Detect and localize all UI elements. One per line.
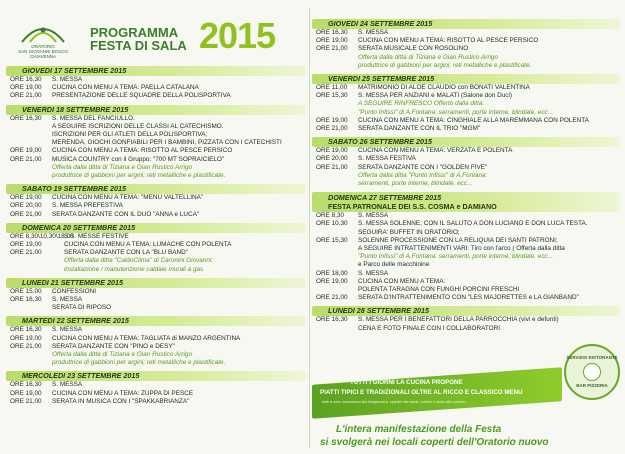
day-title: GIOVEDI 24 SETTEMBRE 2015 — [328, 19, 433, 28]
event-time: ORE 16,30 — [316, 29, 348, 36]
schedule-row — [6, 115, 306, 123]
event-description: e Parco delle macchinine — [358, 261, 430, 269]
schedule-row — [6, 211, 306, 219]
column-divider — [309, 8, 310, 448]
schedule-row — [6, 84, 306, 92]
program-title-line2: FESTA DI SALA — [90, 38, 187, 53]
schedule-row — [312, 29, 620, 37]
schedule-row — [6, 147, 306, 155]
event-time: ORE 11,00 — [316, 84, 348, 92]
event-description: SERATA DI RIPOSO — [52, 304, 112, 312]
event-description: S. MESSA PREFESTIVA — [52, 202, 123, 210]
sponsor-note — [6, 359, 306, 367]
schedule-row — [312, 45, 620, 53]
event-description: CONFESSIONI — [52, 287, 97, 295]
event-description: SOLENNE PROCESSIONE CON LA RELIQUIA DEI SANTI PATRONI; — [358, 236, 558, 244]
schedule-row — [312, 164, 620, 172]
chef-icon — [583, 363, 601, 381]
event-description: installazione / manutenzione caldaie murali a gas — [64, 265, 204, 273]
event-time: ORE 21,00 — [10, 249, 42, 257]
event-time: ORE 16,30 — [316, 316, 348, 324]
event-description: MUSICA COUNTRY con il Gruppo: "700 MT SOPRAICIELO" — [52, 155, 225, 163]
event-time: ORE 21,00 — [316, 163, 348, 171]
event-time: ORE 21,00 — [316, 125, 348, 133]
event-description: CUCINA CON MENU A TEMA: — [358, 277, 446, 285]
day-title: MERCOLEDI 23 SETTEMBRE 2015 — [22, 371, 140, 381]
event-description: SERATA DANZANTE CON IL DUO "ANNA e LUCA" — [52, 210, 200, 218]
day-title: MARTEDI 22 SETTEMBRE 2015 — [22, 316, 129, 326]
schedule-row — [312, 278, 620, 286]
restaurant-badge — [564, 344, 620, 400]
event-time: ORE 19,00 — [10, 147, 42, 155]
left-day-list — [6, 66, 306, 408]
badge-bottom-text: BAR PIZZERIA — [576, 383, 608, 388]
event-time: ORE 19,00 — [316, 277, 348, 285]
schedule-row — [312, 286, 620, 294]
event-description: S. MESSA DEL FANCIULLO. — [52, 114, 135, 122]
event-description: SERATA DANZANTE CON IL TRIO "MGM" — [358, 125, 481, 133]
program-title-line1: PROGRAMMA — [90, 25, 179, 40]
schedule-row — [6, 131, 306, 139]
day-header — [6, 223, 306, 233]
sponsor-note — [312, 100, 620, 108]
schedule-row — [6, 233, 306, 241]
event-description: SERATA MUSICALE CON ROSOLINO — [358, 45, 469, 53]
event-description: CUCINA CON MENU A TEMA: RISOTTO AL PESCE PERSICO — [358, 37, 539, 45]
event-description: A SEGUIRE ISCRIZIONI DELLE CLASSI AL CATECHISMO. — [52, 122, 224, 130]
event-description: S.S. MESSE FESTIVE — [64, 232, 129, 240]
schedule-row — [312, 155, 620, 163]
right-day-list — [312, 19, 620, 335]
day-header — [312, 137, 620, 147]
event-description: "Punto Infissi" di A.Fontana: serramenti, porte interne, blindate, ecc... — [358, 253, 554, 261]
event-description: A SEGUIRE INTRATTENIMENTI VARI: Tiro con l'arco ( Offerta dalla ditta — [358, 245, 565, 253]
event-time: ORE 21,00 — [316, 45, 348, 53]
day-title: GIOVEDI 17 SETTEMBRE 2015 — [22, 66, 127, 75]
schedule-row — [6, 398, 306, 406]
event-description: S. MESSA PER I BENEFATTORI DELLA PARROCCHIA (vivi e defunti) — [358, 316, 559, 324]
schedule-row — [6, 381, 306, 389]
event-time: ORE 21,00 — [10, 210, 42, 218]
event-description: PRESENTAZIONE DELLE SQUADRE DELLA POLISPORTIVA — [52, 92, 231, 100]
event-description: CUCINA CON MENU A TEMA: LUMACHE CON POLENTA — [64, 241, 232, 249]
badge-top-text: SERVIZIO RISTORANTE — [566, 355, 618, 360]
event-description: POLENTA TARAGNA CON FUNGHI PORCINI FRESCHI — [358, 286, 520, 294]
schedule-row — [6, 343, 306, 351]
schedule-row — [312, 245, 620, 253]
event-description: Offerta dalla ditta di Tiziana e Gian Rustico Arrigo — [358, 53, 499, 61]
day-header — [6, 278, 306, 288]
schedule-row — [6, 123, 306, 131]
event-time: ORE 15,00 — [10, 287, 42, 295]
event-description: S. MESSA — [358, 212, 389, 220]
event-description: S. MESSA — [52, 326, 83, 334]
schedule-row — [312, 84, 620, 92]
event-description: A SEGUIRE RINFRESCO Offerto dalla ditta: — [358, 100, 485, 108]
event-time: ORE 19,00 — [10, 241, 42, 249]
schedule-row — [6, 139, 306, 147]
day-title: VENERDI 18 SETTEMBRE 2015 — [22, 104, 129, 114]
logo-line3: CHIAVENNA — [30, 54, 56, 59]
schedule-row — [312, 229, 620, 237]
event-description: CUCINA CON MENU A TEMA: VERZATA E POLENTA — [358, 147, 513, 155]
sponsor-note — [6, 266, 306, 274]
day-header — [312, 306, 620, 316]
schedule-row — [312, 37, 620, 45]
event-time: ORE 8,30 — [316, 212, 345, 220]
event-description: SEGUIRA' BUFFET IN ORATORIO; — [358, 228, 460, 236]
schedule-row — [312, 294, 620, 302]
day-title: DOMENICA 20 SETTEMBRE 2015 — [22, 222, 136, 232]
day-header — [312, 192, 620, 212]
event-description: MERENDA, GIOCHI GONFIABILI PER I BAMBINI, PIZZATA CON I CATECHISTI — [52, 139, 282, 147]
schedule-row — [6, 296, 306, 304]
event-description: Offerta dalla ditta "CaldoClima" di Caronini Giovanni: — [64, 257, 214, 265]
event-time: ORE 16,30 — [10, 114, 42, 122]
event-description: "Punto Infissi" di A.Fontana: serramenti, porte interne, blindate, ecc... — [358, 108, 554, 116]
sponsor-note — [312, 180, 620, 188]
logo-line2: SAN GIOVANNI BOSCO — [18, 49, 68, 54]
schedule-row — [312, 237, 620, 245]
event-description: Offerta dalla ditta di Tiziana e Gian Rustico Arrigo — [52, 351, 193, 359]
schedule-row — [312, 220, 620, 228]
program-header — [6, 0, 306, 64]
event-description: SERATA DANZANTE CON LA "BLU BAND" — [64, 249, 188, 257]
day-header — [6, 371, 306, 381]
oratorio-logo-icon — [14, 20, 72, 44]
day-header — [312, 74, 620, 84]
event-description: CUCINA CON MENU A TEMA: PAELLA CATALANA — [52, 84, 199, 92]
right-top-spacer — [312, 0, 620, 17]
oratorio-logo — [14, 20, 72, 58]
event-time: ORE 21,00 — [10, 342, 42, 350]
schedule-row — [312, 117, 620, 125]
event-time: ORE 8,30\10,30\18,00 — [10, 232, 74, 240]
day-title: DOMENICA 27 SETTEMBRE 2015 — [328, 193, 442, 203]
sponsor-note — [312, 109, 620, 117]
logo-line1: ORATORIO — [31, 44, 55, 49]
day-header — [6, 105, 306, 115]
event-description: S. MESSA — [52, 296, 83, 304]
day-subtitle: FESTA PATRONALE DEI S.S. COSMA e DAMIANO — [328, 202, 497, 212]
event-time: ORE 21,00 — [10, 92, 42, 100]
event-time: ORE 10,30 — [316, 220, 348, 228]
event-description: produttrice di gabbioni per argini; reti metalliche e plastificate. — [52, 359, 226, 367]
schedule-row — [6, 156, 306, 164]
event-time: ORE 21,00 — [10, 155, 42, 163]
schedule-row — [6, 76, 306, 84]
sponsor-note — [312, 253, 620, 261]
event-time: ORE 15,30 — [316, 92, 348, 100]
schedule-row — [312, 147, 620, 155]
event-time: ORE 18,00 — [316, 269, 348, 277]
day-title: VENERDI 25 SETTEMBRE 2015 — [328, 74, 435, 84]
event-description: CUCINA CON MENU A TEMA: TAGLIATA di MANZO ARGENTINA — [52, 334, 241, 342]
schedule-row — [6, 390, 306, 398]
day-title: SABATO 19 SETTEMBRE 2015 — [22, 184, 126, 194]
event-description: CUCINA CON MENU A TEMA: "MENU VALTELLINA" — [52, 194, 204, 202]
schedule-row — [312, 212, 620, 220]
tagline-line1: L'intera manifestazione della Festa — [336, 424, 502, 435]
event-description: S. MESSA — [358, 29, 389, 36]
event-time: ORE 19,00 — [316, 37, 348, 45]
schedule-row — [6, 92, 306, 100]
ribbon-line1: TUTTI I GIORNI LA CUCINA PROPONE — [350, 379, 463, 386]
left-column — [6, 0, 306, 408]
event-time: ORE 21,00 — [316, 294, 348, 302]
event-description: produttrice di gabbioni per argini; reti metalliche e plastificate. — [358, 61, 532, 69]
event-time: ORE 19,00 — [316, 116, 348, 124]
event-description: produttrice di gabbioni per argini; reti metalliche e plastificate. — [52, 172, 226, 180]
sponsor-note — [6, 164, 306, 172]
event-time: ORE 15,30 — [316, 236, 348, 244]
event-time: ORE 20,00 — [10, 202, 42, 210]
event-description: Offerta dalla ditta "Punto Infissi" di A.Fontana: — [358, 171, 488, 179]
event-time: ORE 19,00 — [10, 84, 42, 92]
sponsor-note — [6, 351, 306, 359]
day-title: LUNEDI 28 SETTEMBRE 2015 — [328, 306, 430, 316]
schedule-row — [6, 288, 306, 296]
event-time: ORE 16,30 — [10, 381, 42, 389]
schedule-row — [6, 326, 306, 334]
day-header — [6, 184, 306, 194]
schedule-row — [6, 202, 306, 210]
event-description: Offerta dalla ditta di Tiziana e Gian Rustico Arrigo — [52, 163, 193, 171]
schedule-row — [6, 249, 306, 257]
schedule-row — [312, 325, 620, 333]
event-time: ORE 16,30 — [10, 326, 42, 334]
schedule-row — [312, 92, 620, 100]
day-header — [312, 19, 620, 29]
program-title — [90, 26, 187, 52]
promo-section — [312, 355, 620, 454]
schedule-row — [312, 261, 620, 269]
event-description: S. MESSA SOLENNE, CON IL SALUTO A DON LUCIANO E DON LUCA TESTA. — [358, 220, 588, 228]
sponsor-note — [312, 62, 620, 70]
sponsor-note — [6, 172, 306, 180]
day-header — [6, 66, 306, 76]
program-year: 2015 — [199, 15, 276, 56]
tagline-line2: si svolgerà nei locali coperti dell'Oratorio nuovo — [320, 437, 549, 448]
schedule-row — [6, 194, 306, 202]
event-description: S. MESSA PER ANZIANI e MALATI (Salone don Duci) — [358, 92, 513, 100]
ribbon-line3: tutte le sere concessioni alla bergamasca, spiedini alle sarde, costine e molto altro ancora... — [322, 400, 468, 404]
event-description: S. MESSA FESTIVA — [358, 155, 416, 163]
schedule-row — [6, 304, 306, 312]
event-description: SERATA D'INTRATTENIMENTO CON "LES MAJORETTES e LA GIANBAND" — [358, 294, 579, 302]
event-description: S. MESSA — [52, 381, 83, 389]
event-description: SERATA IN MUSICA CON I "SPAKKABRIANZA" — [52, 397, 190, 405]
event-description: SERATA DANZANTE CON I "GOLDEN FIVE" — [358, 163, 488, 171]
schedule-row — [6, 335, 306, 343]
event-description: CUCINA CON MENU A TEMA: ZUPPA DI PESCE — [52, 389, 194, 397]
event-description: CENA E FOTO FINALE CON I COLLABORATORI — [358, 324, 501, 332]
right-column — [312, 0, 620, 448]
sponsor-note — [312, 172, 620, 180]
event-description: S. MESSA — [358, 269, 389, 277]
event-description: CUCINA CON MENU A TEMA: RISOTTO AL PESCE PERSICO — [52, 147, 233, 155]
schedule-row — [6, 241, 306, 249]
event-time: ORE 19,00 — [316, 147, 348, 155]
schedule-row — [312, 270, 620, 278]
ribbon-line2: PIATTI TIPICI E TRADIZIONALI OLTRE AL RICCO E CLASSICO MENU — [320, 389, 523, 396]
event-description: S. MESSA — [52, 76, 83, 83]
event-time: ORE 21,00 — [10, 397, 42, 405]
sponsor-note — [312, 54, 620, 62]
event-time: ORE 20,00 — [316, 155, 348, 163]
sponsor-note — [6, 257, 306, 265]
event-time: ORE 19,00 — [10, 194, 42, 202]
event-description: ISCRIZIONI PER GLI ATLETI DELLA POLISPORTIVA; — [52, 131, 208, 139]
event-time: ORE 16,30 — [10, 296, 42, 304]
schedule-row — [312, 316, 620, 324]
day-title: LUNEDI 21 SETTEMBRE 2015 — [22, 277, 124, 287]
day-header — [6, 316, 306, 326]
event-description: SERATA DANZANTE CON "PINO e DESY" — [52, 342, 175, 350]
event-time: ORE 19,00 — [10, 334, 42, 342]
schedule-row — [312, 125, 620, 133]
event-description: MATRIMONIO DI ALOE CLAUDIO con BONATI VALENTINA — [358, 84, 530, 92]
event-time: ORE 19,00 — [10, 389, 42, 397]
day-title: SABATO 26 SETTEMBRE 2015 — [328, 137, 432, 147]
event-time: ORE 16,30 — [10, 76, 42, 83]
event-description: serramenti, porte interne, blindate, ecc... — [358, 180, 473, 188]
event-description: CUCINA CON MENU A TEMA: CINGHIALE ALLA MAREMMANA CON POLENTA — [358, 116, 589, 124]
